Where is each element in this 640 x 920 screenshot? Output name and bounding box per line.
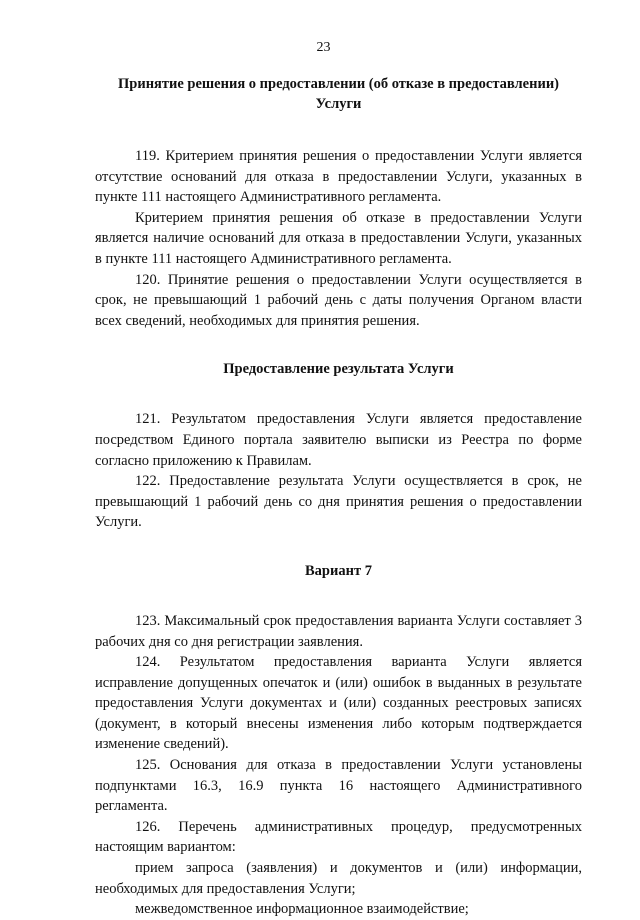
list-item-request-intake: прием запроса (заявления) и документов и (или) информации, необходимых для предоставления Услуги; xyxy=(95,860,582,897)
paragraph-119: 119. Критерием принятия решения о предоставлении Услуги является отсутствие оснований для отказа в предоставлении Услуги, указанных в пункте 111 настоящего Административного регламента. xyxy=(95,148,582,206)
paragraph-125: 125. Основания для отказа в предоставлении Услуги установлены подпунктами 16.3, 16.9 пункта 16 настоящего Административного регламента. xyxy=(95,757,582,815)
paragraph-124: 124. Результатом предоставления варианта Услуги является исправление допущенных опечаток и (или) ошибок в выданных в результате предоставления Услуги документах и (или) созданных реестровых записях (документ, в который внесены изменения либо которым подтверждается изменение сведений). xyxy=(95,654,582,753)
paragraph-refusal-criterion: Критерием принятия решения об отказе в предоставлении Услуги является наличие оснований для отказа в предоставлении Услуги, указанных в пункте 111 настоящего Административного регламента. xyxy=(95,209,582,267)
page-number: 23 xyxy=(316,40,331,55)
list-item-interagency-interaction: межведомственное информационное взаимодействие; xyxy=(135,901,469,918)
paragraph-120: 120. Принятие решения о предоставлении Услуги осуществляется в срок, не превышающий 1 рабочий день с даты получения Органом власти всех сведений, необходимых для принятия решения. xyxy=(95,271,582,329)
section-heading-decision: Принятие решения о предоставлении (об отказе в предоставлении) Услуги xyxy=(118,76,559,112)
paragraph-121: 121. Результатом предоставления Услуги является предоставление посредством Единого портала заявителю выписки из Реестра по форме согласно приложению к Правилам. xyxy=(95,411,582,469)
paragraph-123: 123. Максимальный срок предоставления варианта Услуги составляет 3 рабочих дня со дня регистрации заявления. xyxy=(95,612,582,650)
section-heading-variant-7: Вариант 7 xyxy=(305,562,372,579)
paragraph-126: 126. Перечень административных процедур, предусмотренных настоящим вариантом: xyxy=(95,818,582,856)
paragraph-122: 122. Предоставление результата Услуги осуществляется в срок, не превышающий 1 рабочий день со дня принятия решения о предоставлении Услуги. xyxy=(95,473,582,531)
section-heading-result: Предоставление результата Услуги xyxy=(223,361,454,378)
